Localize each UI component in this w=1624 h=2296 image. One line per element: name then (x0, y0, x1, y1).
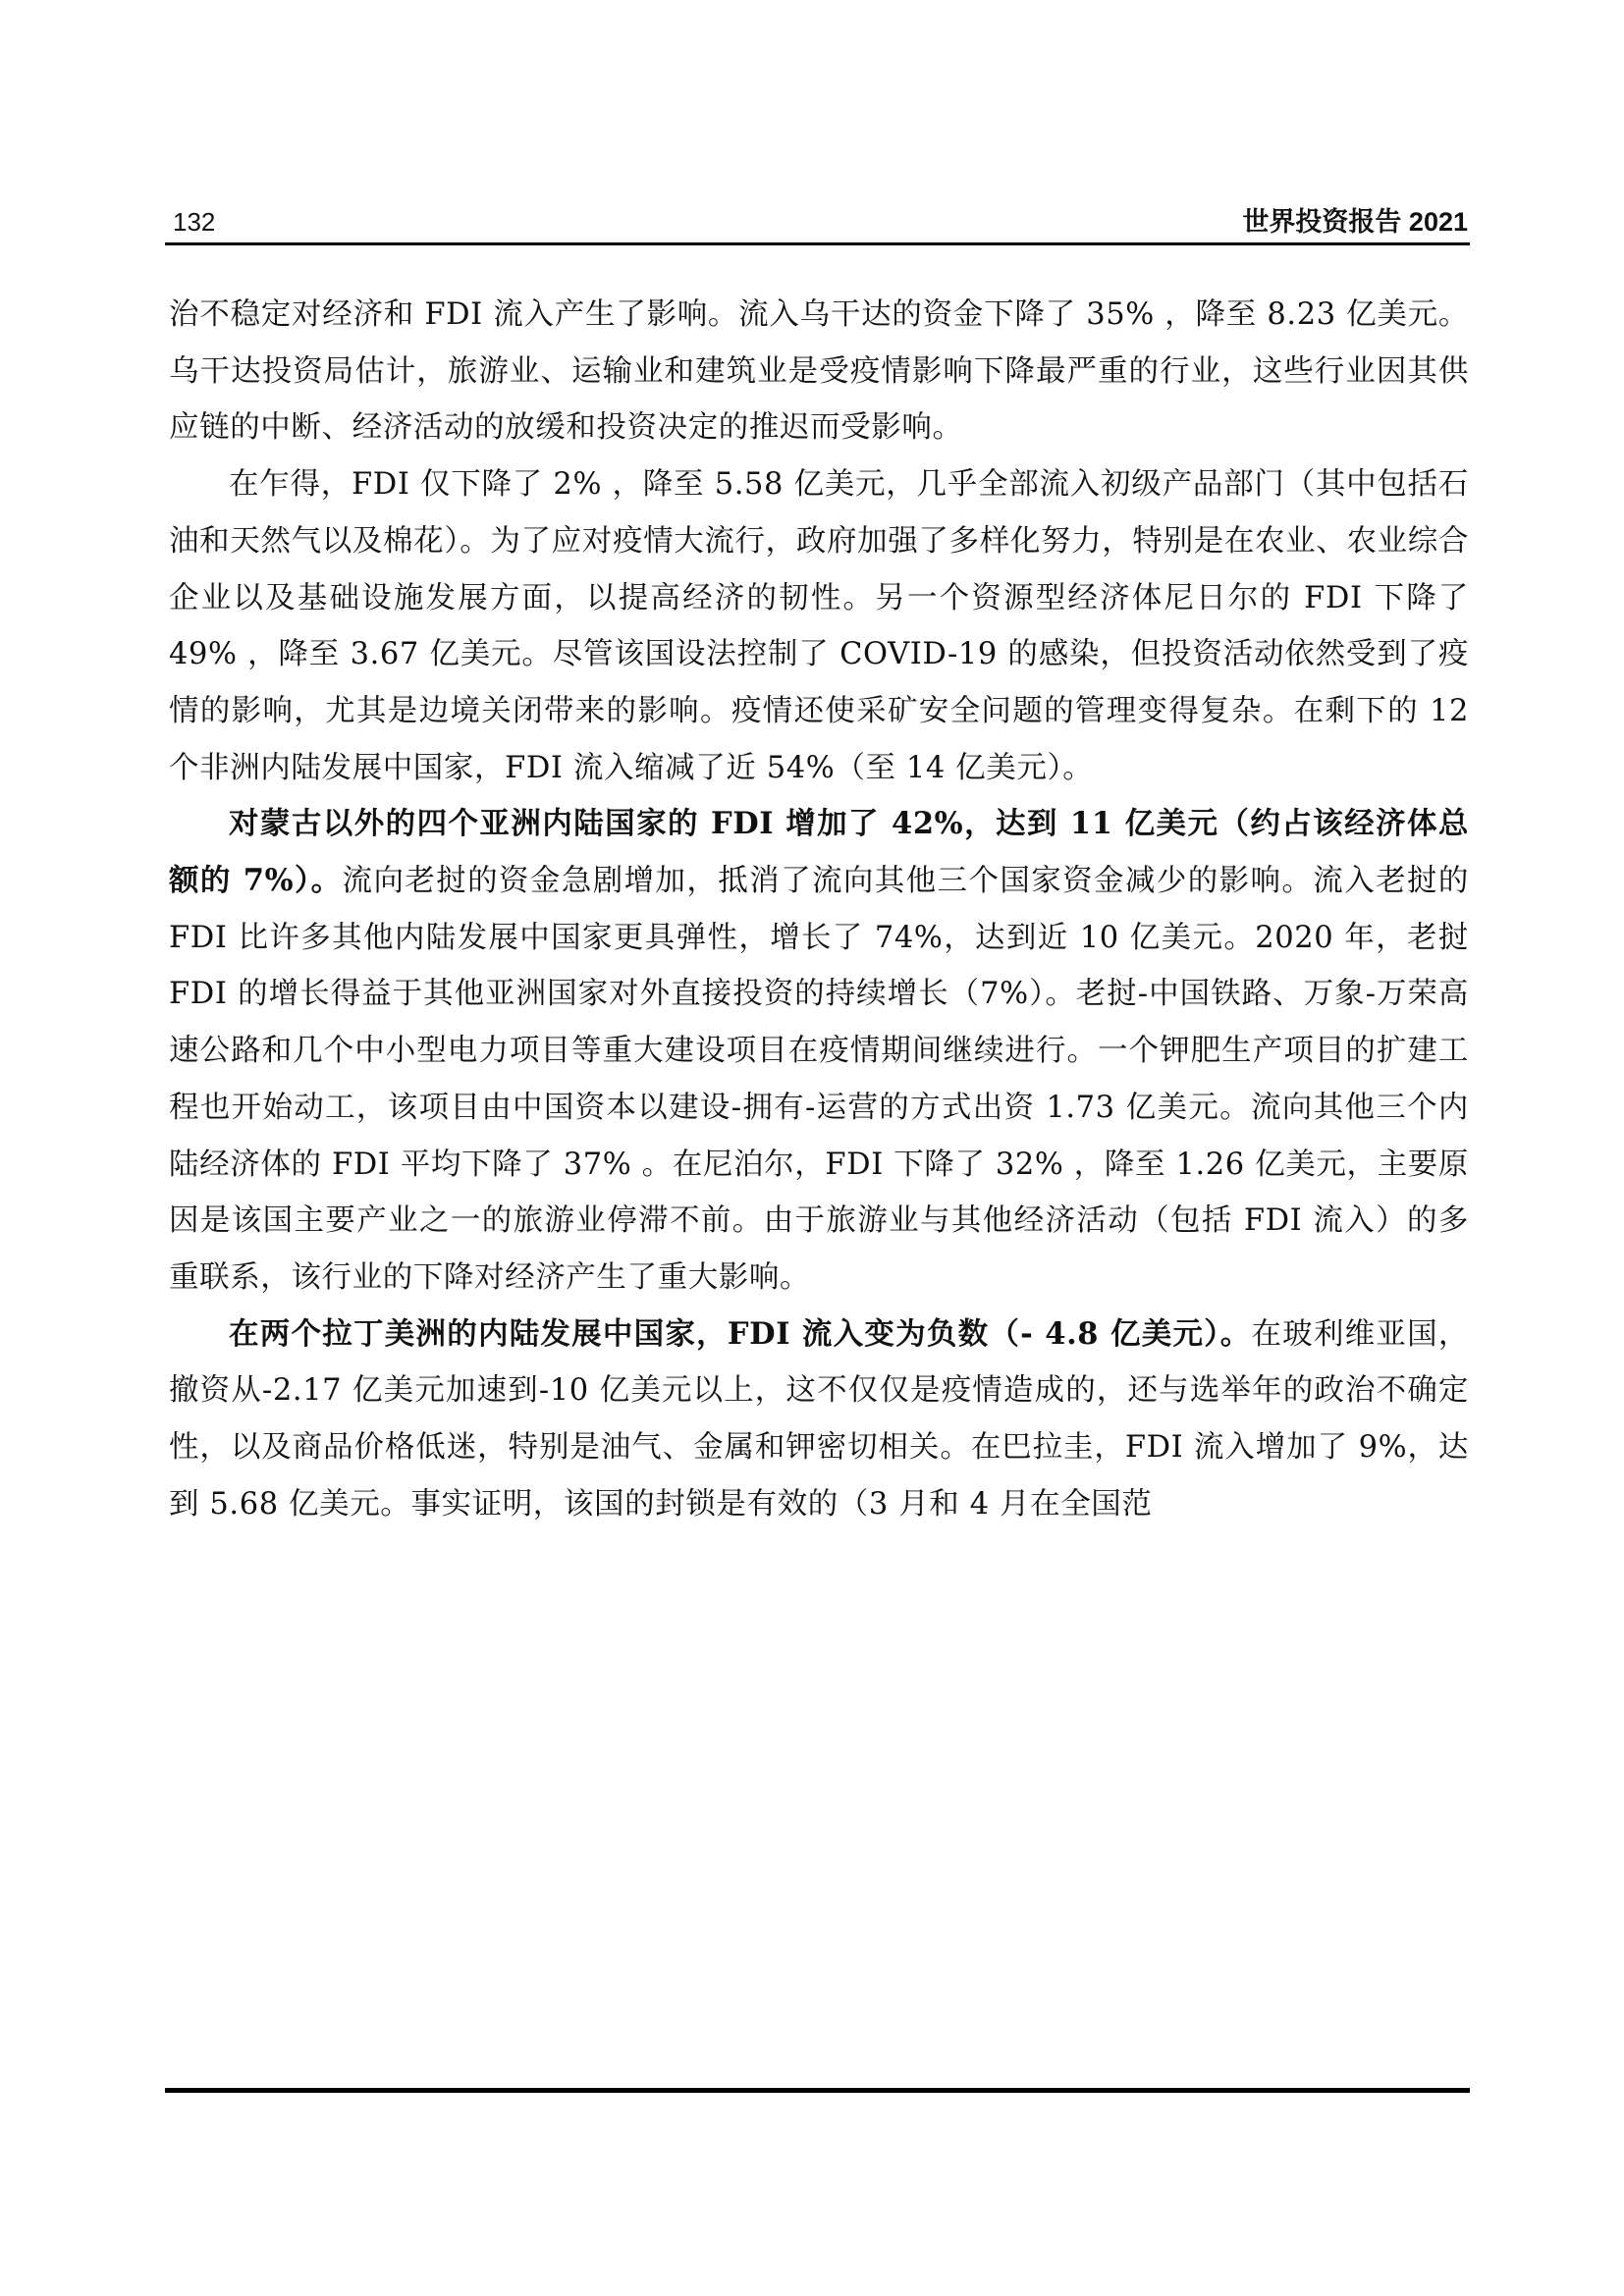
paragraph-chad-niger (169, 456, 1469, 796)
paragraph-lead: 对蒙古以外的四个亚洲内陆国家的 FDI 增加了 42%，达到 11 亿美元（约占该经济体总额的 7%）。 (169, 806, 1469, 899)
paragraph-text: 流向老挝的资金急剧增加，抵消了流向其他三个国家资金减少的影响。流入老挝的 FDI 比许多其他内陆发展中国家更具弹性，增长了 74%，达到近 10 亿美元。2020 年，老挝 FDI 的增长得益于其他亚洲国家对外直接投资的持续增长（7%）。老挝-中国铁路、万象-万荣高速公路和几个中小型电力项目等重大建设项目在疫情期间继续进行。一个钾肥生产项目的扩建工程也开始动工，该项目由中国资本以建设-拥有-运营的方式出资 1.73 亿美元。流向其他三个内陆经济体的 FDI 平均下降了 37% 。在尼泊尔，FDI 下降了 32% ，降至 1.26 亿美元，主要原因是该国主要产业之一的旅游业停滞不前。由于旅游业与其他经济活动（包括 FDI 流入）的多重联系，该行业的下降对经济产生了重大影响。 (169, 864, 1469, 1295)
paragraph-text: 在玻利维亚国，撤资从-2.17 亿美元加速到-10 亿美元以上，这不仅仅是疫情造成的，还与选举年的政治不确定性，以及商品价格低迷，特别是油气、金属和钾密切相关。在巴拉圭，FDI 流入增加了 9%，达到 5.68 亿美元。事实证明，该国的封锁是有效的（3 月和 4 月在全国范 (169, 1316, 1469, 1522)
page-header (165, 201, 1470, 245)
footer-rule (165, 2088, 1470, 2093)
paragraph-latin-america-landlocked (169, 1307, 1469, 1533)
paragraph-asia-landlocked (169, 796, 1469, 1306)
paragraph-text: 在乍得，FDI 仅下降了 2% ，降至 5.58 亿美元，几乎全部流入初级产品部门（其中包括石油和天然气以及棉花）。为了应对疫情大流行，政府加强了多样化努力，特别是在农业、农业综合企业以及基础设施发展方面，以提高经济的韧性。另一个资源型经济体尼日尔的 FDI 下降了 49% ，降至 3.67 亿美元。尽管该国设法控制了 COVID-19 的感染，但投资活动依然受到了疫情的影响，尤其是边境关闭带来的影响。疫情还使采矿安全问题的管理变得复杂。在剩下的 12 个非洲内陆发展中国家，FDI 流入缩减了近 54%（至 14 亿美元）。 (169, 467, 1469, 785)
running-title: 世界投资报告 2021 (1242, 207, 1468, 237)
body-text (169, 287, 1469, 1532)
paragraph-uganda-continued (169, 287, 1469, 456)
paragraph-lead: 在两个拉丁美洲的内陆发展中国家，FDI 流入变为负数（- 4.8 亿美元）。 (229, 1315, 1252, 1352)
page-number: 132 (173, 207, 216, 237)
paragraph-text: 治不稳定对经济和 FDI 流入产生了影响。流入乌干达的资金下降了 35% ，降至 8.23 亿美元。乌干达投资局估计，旅游业、运输业和建筑业是受疫情影响下降最严重的行业，这些行业因其供应链的中断、经济活动的放缓和投资决定的推迟而受影响。 (169, 297, 1469, 446)
